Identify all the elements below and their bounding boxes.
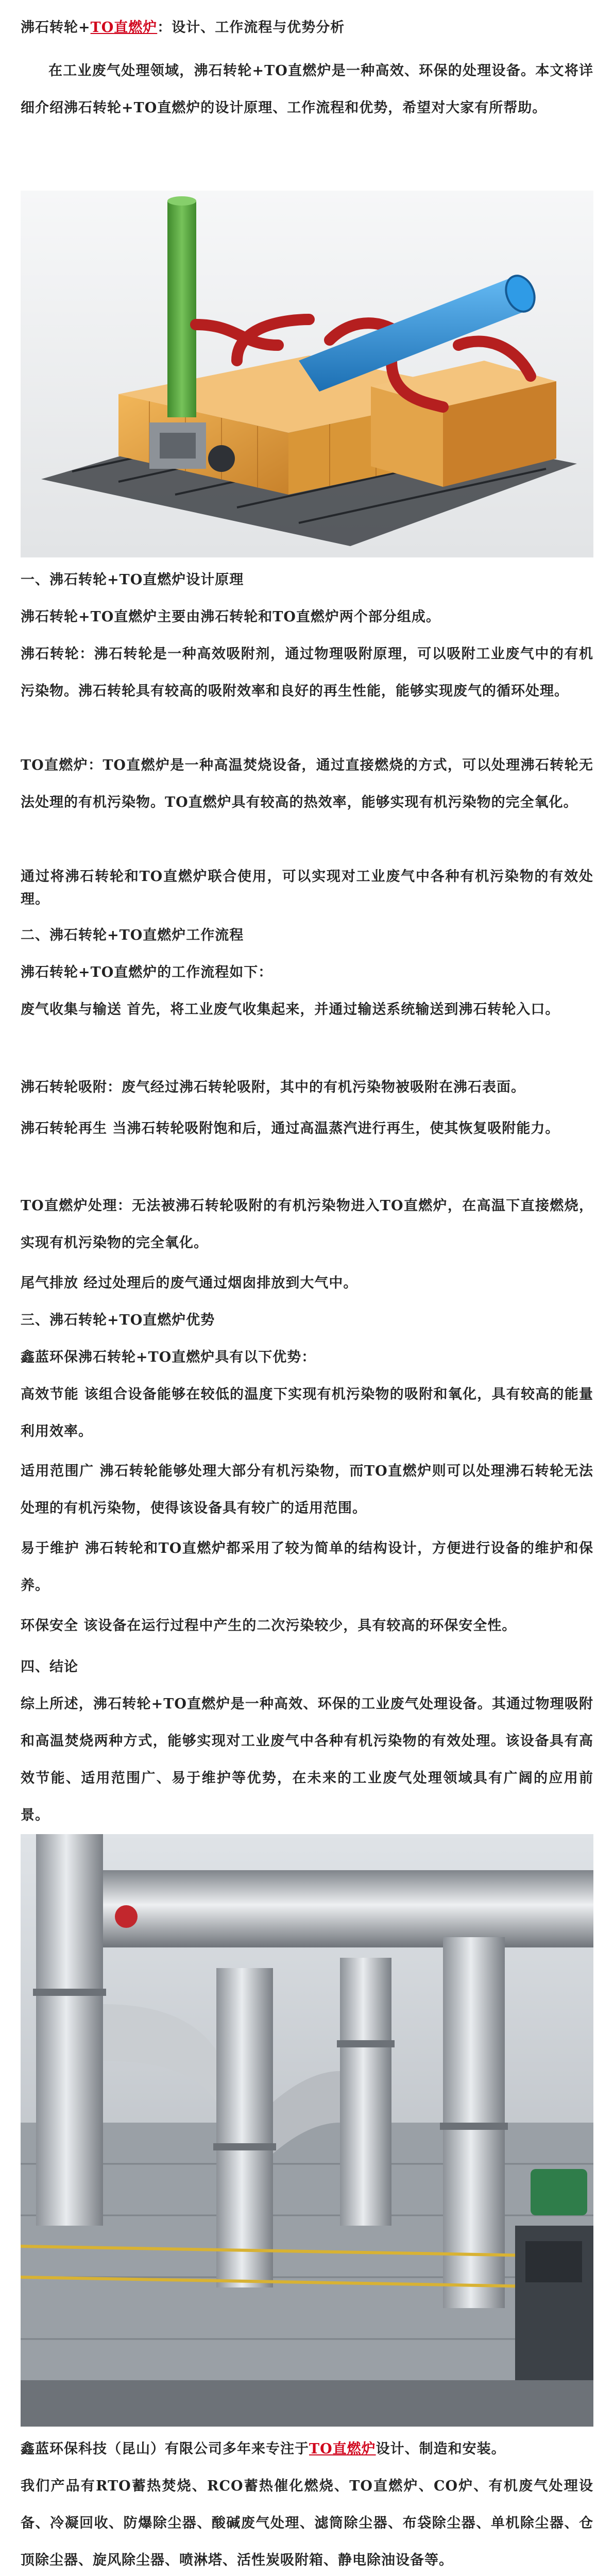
section2-p2: 废气收集与输送 首先，将工业废气收集起来，并通过输送系统输送到沸石转轮入口。 [21, 1002, 560, 1018]
section2-heading: 二、沸石转轮+TO直燃炉工作流程 [21, 927, 244, 943]
title-prefix: 沸石转轮+ [21, 20, 91, 36]
section1-p1: 沸石转轮+TO直燃炉主要由沸石转轮和TO直燃炉两个部分组成。 [21, 609, 440, 625]
section1-p2: 沸石转轮：沸石转轮是一种高效吸附剂，通过物理吸附原理，可以吸附工业废气中的有机污染物。沸石转轮具有较高的吸附效率和良好的再生性能，能够实现废气的循环处理。 [21, 646, 593, 699]
section1-heading: 一、沸石转轮+TO直燃炉设计原理 [21, 572, 244, 588]
section2-p3: 沸石转轮吸附：废气经过沸石转轮吸附，其中的有机污染物被吸附在沸石表面。 [21, 1079, 525, 1095]
intro-paragraph: 在工业废气处理领域，沸石转轮+TO直燃炉是一种高效、环保的处理设备。本文将详细介绍沸石转轮+TO直燃炉的设计原理、工作流程和优势，希望对大家有所帮助。 [21, 63, 593, 116]
equipment-render-image [21, 191, 593, 557]
section2-p6: 尾气排放 经过处理后的废气通过烟囱排放到大气中。 [21, 1275, 358, 1291]
section4-heading: 四、结论 [21, 1659, 78, 1675]
company-suffix: 设计、制造和安装。 [376, 2441, 506, 2457]
section2-p5: TO直燃炉处理：无法被沸石转轮吸附的有机污染物进入TO直燃炉，在高温下直接燃烧，实现有机污染物的完全氧化。 [21, 1198, 593, 1251]
title-suffix: ：设计、工作流程与优势分析 [157, 20, 345, 36]
section3-heading: 三、沸石转轮+TO直燃炉优势 [21, 1312, 215, 1328]
section1-p3: TO直燃炉：TO直燃炉是一种高温焚烧设备，通过直接燃烧的方式，可以处理沸石转轮无法处理的有机污染物。TO直燃炉具有较高的热效率，能够实现有机污染物的完全氧化。 [21, 757, 593, 810]
article-title [21, 9, 593, 46]
company-products: 我们产品有RTO蓄热焚烧、RCO蓄热催化燃烧、TO直燃炉、CO炉、有机废气处理设备、冷凝回收、防爆除尘器、酸碱废气处理、滤筒除尘器、布袋除尘器、单机除尘器、仓顶除尘器、旋风除尘器、喷淋塔、活性炭吸附箱、静电除油设备等。 [21, 2478, 593, 2568]
company-intro [21, 2431, 593, 2468]
section3-p3: 适用范围广 沸石转轮能够处理大部分有机污染物，而TO直燃炉则可以处理沸石转轮无法处理的有机污染物，使得该设备具有较广的适用范围。 [21, 1463, 593, 1516]
section4-p1: 综上所述，沸石转轮+TO直燃炉是一种高效、环保的工业废气处理设备。其通过物理吸附和高温焚烧两种方式，能够实现对工业废气中各种有机污染物的有效处理。该设备具有高效节能、适用范围广、易于维护等优势，在未来的工业废气处理领域具有广阔的应用前景。 [21, 1696, 593, 1823]
equipment-photo-image [21, 1834, 593, 2427]
section2-p4: 沸石转轮再生 当沸石转轮吸附饱和后，通过高温蒸汽进行再生，使其恢复吸附能力。 [21, 1121, 560, 1137]
section3-p4: 易于维护 沸石转轮和TO直燃炉都采用了较为简单的结构设计，方便进行设备的维护和保养。 [21, 1540, 593, 1594]
title-link[interactable]: TO直燃炉 [90, 20, 158, 36]
section3-p5: 环保安全 该设备在运行过程中产生的二次污染较少，具有较高的环保安全性。 [21, 1618, 517, 1634]
section3-p2: 高效节能 该组合设备能够在较低的温度下实现有机污染物的吸附和氧化，具有较高的能量利用效率。 [21, 1386, 593, 1439]
section2-p1: 沸石转轮+TO直燃炉的工作流程如下： [21, 964, 273, 980]
company-link[interactable]: TO直燃炉 [309, 2441, 376, 2457]
section1-p4: 通过将沸石转轮和TO直燃炉联合使用，可以实现对工业废气中各种有机污染物的有效处理。 [21, 869, 593, 907]
section3-p1: 鑫蓝环保沸石转轮+TO直燃炉具有以下优势： [21, 1349, 316, 1365]
company-prefix: 鑫蓝环保科技（昆山）有限公司多年来专注于 [21, 2441, 309, 2457]
